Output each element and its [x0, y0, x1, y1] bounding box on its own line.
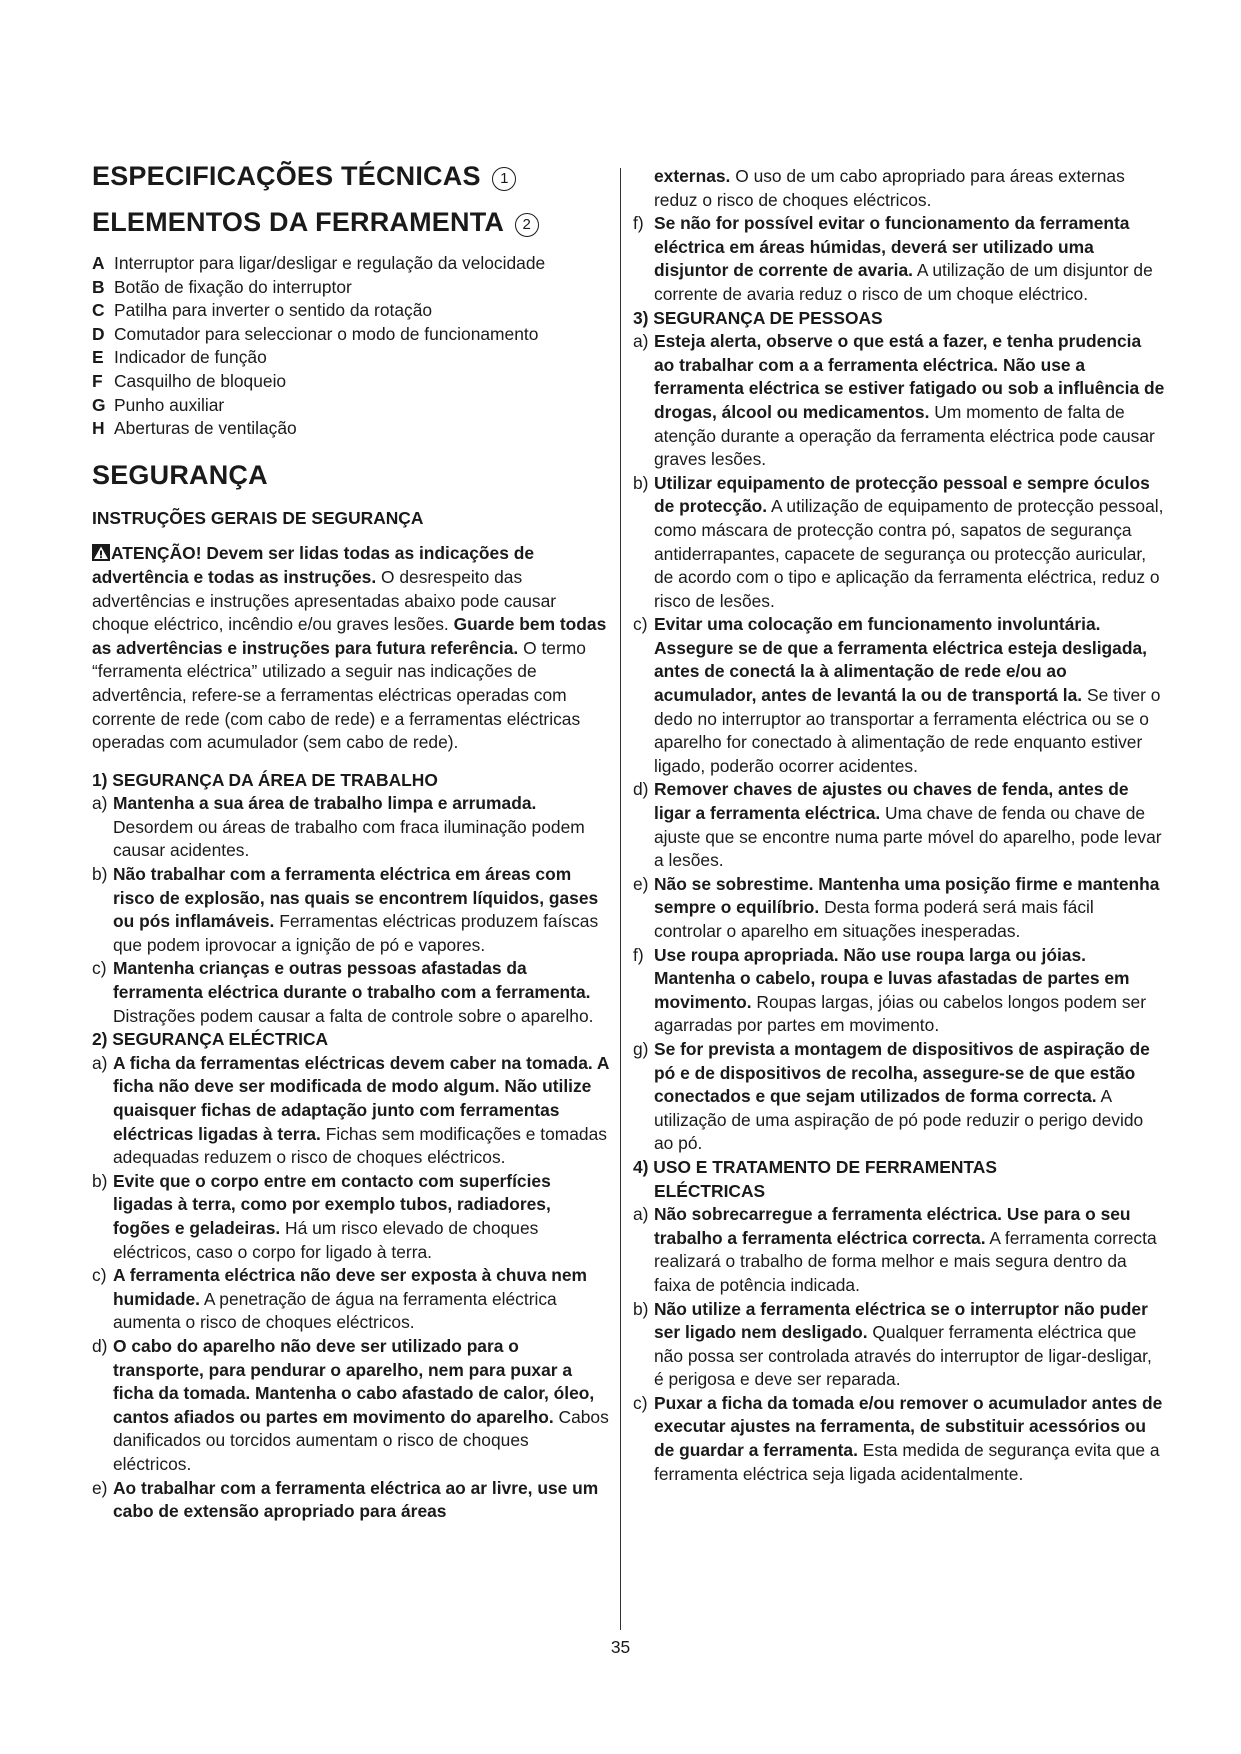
list-item: b) Não utilize a ferramenta eléctrica se o interruptor não puder ser ligado nem desligado. Qualquer ferramenta eléctrica que não possa ser controlada através do interruptor de ligar-desligar, é perigosa e deve ser reparada.	[633, 1298, 1152, 1390]
list-item: H Aberturas de ventilação	[92, 418, 297, 439]
list-item: c) Mantenha crianças e outras pessoas afastadas da ferramenta eléctrica durante o trabalho com a ferramenta. Distrações podem causar a falta de controle sobre o aparelho.	[92, 958, 594, 1026]
list-item: f) Use roupa apropriada. Não use roupa larga ou jóias. Mantenha o cabelo, roupa e luvas afastadas de partes em movimento. Roupas largas, jóias ou cabelos longos podem ser agarradas por partes em movimento.	[633, 944, 1147, 1036]
list-item: A Interruptor para ligar/desligar e regulação da velocidade	[92, 253, 546, 273]
list-item: b) Evite que o corpo entre em contacto com superfícies ligadas à terra, como por exemplo tubos, radiadores, fogões e geladeiras. Há um risco elevado de choques eléctricos, caso o corpo for ligado à terra.	[92, 1170, 551, 1262]
list-item: a) Não sobrecarregue a ferramenta eléctrica. Use para o seu trabalho a ferramenta eléctrica correcta. A ferramenta correcta realizará o trabalho de forma melhor e mais segura dentro da faixa de potência indicada.	[633, 1204, 1157, 1295]
figure-ref-1: 1	[492, 167, 516, 191]
list-item: c) Evitar uma colocação em funcionamento involuntária. Assegure se de que a ferramenta eléctrica esteja desligada, antes de conectá la à alimentação de rede e/ou ao acumulador, antes de levantá la ou de transportá la. Se tiver o dedo no interruptor ao transportar a ferramenta eléctrica ou se o aparelho for conectado à alimentação de rede enquanto estiver ligado, poderão ocorrer acidentes.	[633, 614, 1161, 776]
left-column	[92, 160, 610, 1524]
warning-triangle-icon	[92, 544, 110, 561]
list-item: B Botão de fixação do interruptor	[92, 276, 352, 297]
list-item: f) Se não for possível evitar o funcionamento da ferramenta eléctrica em áreas húmidas, deverá ser utilizado uma disjuntor de corrente de avaria. A utilização de um disjuntor de corrente de avaria reduz o risco de um choque eléctrico.	[633, 213, 1153, 304]
section2-title: 2) SEGURANÇA ELÉCTRICA	[92, 1029, 329, 1050]
figure-ref-2: 2	[515, 213, 539, 237]
list-item: a) A ficha da ferramentas eléctricas devem caber na tomada. A ficha não deve ser modificada de modo algum. Não utilize quaisquer fichas de adaptação junto com ferramentas eléctricas ligadas à terra. Fichas sem modificações e tomadas adequadas reduzem o risco de choques eléctricos.	[92, 1052, 609, 1168]
general-safety-heading: INSTRUÇÕES GERAIS DE SEGURANÇA	[92, 507, 424, 528]
list-item: b) Não trabalhar com a ferramenta eléctrica em áreas com risco de explosão, nas quais se encontrem líquidos, gases ou pós inflamáveis. Ferramentas eléctricas produzem faíscas que podem iprovocar a ignição de pó e vapores.	[92, 864, 599, 955]
page-number: 35	[610, 1637, 631, 1657]
list-item: e) Ao trabalhar com a ferramenta eléctrica ao ar livre, use um cabo de extensão apropriado para áreas	[92, 1477, 599, 1522]
section3-title: 3) SEGURANÇA DE PESSOAS	[633, 307, 883, 328]
list-item: F Casquilho de bloqueio	[92, 370, 287, 391]
safety-heading: SEGURANÇA	[92, 459, 268, 490]
list-item: a) Mantenha a sua área de trabalho limpa e arrumada. Desordem ou áreas de trabalho com fraca iluminação podem causar acidentes.	[92, 793, 585, 861]
list-item: D Comutador para seleccionar o modo de funcionamento	[92, 323, 539, 344]
list-item: C Patilha para inverter o sentido da rotação	[92, 300, 433, 321]
list-item: G Punho auxiliar	[92, 394, 225, 415]
list-item: g) Se for prevista a montagem de dispositivos de aspiração de pó e de dispositivos de recolha, assegure-se de que estão conectados e que sejam utilizados de forma correcta. A utilização de uma aspiração de pó pode reduzir o perigo devido ao pó.	[633, 1038, 1150, 1154]
list-item: b) Utilizar equipamento de protecção pessoal e sempre óculos de protecção. A utilização de equipamento de protecção pessoal, como máscara de protecção contra pó, sapatos de segurança antiderrapantes, capacete de segurança ou protecção auricular, de acordo com o tipo e aplicação da ferramenta eléctrica, reduz o risco de lesões.	[633, 472, 1164, 611]
warning-paragraph: ATENÇÃO! Devem ser lidas todas as indicações de advertência e todas as instruções. O desrespeito das advertências e instruções apresentadas abaixo pode causar choque eléctrico, incêndio e/ou graves lesões. Guarde bem todas as advertências e instruções para futura referência. O termo “ferramenta eléctrica” utilizado a seguir nas indicações de advertência, refere-se a ferramentas eléctricas operadas com corrente de rede (com cabo de rede) e a ferramentas eléctricas operadas com acumulador (sem cabo de rede).	[92, 543, 607, 753]
column-divider	[620, 168, 621, 1630]
list-item: d) Remover chaves de ajustes ou chaves de fenda, antes de ligar a ferramenta eléctrica. Uma chave de fenda ou chave de ajuste que se encontre numa parte móvel do aparelho, pode levar a lesões.	[633, 779, 1162, 871]
section4-title: 4) USO E TRATAMENTO DE FERRAMENTAS ELÉCTRICAS	[633, 1156, 997, 1201]
list-item: c) A ferramenta eléctrica não deve ser exposta à chuva nem humidade. A penetração de água na ferramenta eléctrica aumenta o risco de choques eléctricos.	[92, 1265, 587, 1333]
elements-list	[92, 252, 610, 441]
list-item: c) Puxar a ficha da tomada e/ou remover o acumulador antes de executar ajustes na ferramenta, de substituir acessórios ou de guardar a ferramenta. Esta medida de segurança evita que a ferramenta eléctrica seja ligada acidentalmente.	[633, 1392, 1163, 1484]
right-column	[633, 165, 1165, 1486]
specs-heading: ESPECIFICAÇÕES TÉCNICAS 1	[92, 160, 610, 192]
list-item: e) Não se sobrestime. Mantenha uma posição firme e mantenha sempre o equilíbrio. Desta forma poderá será mais fácil controlar o aparelho em situações inesperadas.	[633, 873, 1160, 941]
list-item: E Indicador de função	[92, 347, 267, 368]
elements-heading: ELEMENTOS DA FERRAMENTA 2	[92, 206, 610, 238]
list-item: d) O cabo do aparelho não deve ser utilizado para o transporte, para pendurar o aparelho, nem para puxar a ficha da tomada. Mantenha o cabo afastado de calor, óleo, cantos afiados ou partes em movimento do aparelho. Cabos danificados ou torcidos aumentam o risco de choques eléctricos.	[92, 1335, 609, 1474]
continued-item: externas. O uso de um cabo apropriado para áreas externas reduz o risco de choques eléctricos.	[654, 166, 1125, 210]
list-item: a) Esteja alerta, observe o que está a fazer, e tenha prudencia ao trabalhar com a a ferramenta eléctrica. Não use a ferramenta eléctrica se estiver fatigado ou sob a influência de drogas, álcool ou medicamentos. Um momento de falta de atenção durante a operação da ferramenta eléctrica pode causar graves lesões.	[633, 331, 1165, 470]
section1-title: 1) SEGURANÇA DA ÁREA DE TRABALHO	[92, 769, 438, 790]
